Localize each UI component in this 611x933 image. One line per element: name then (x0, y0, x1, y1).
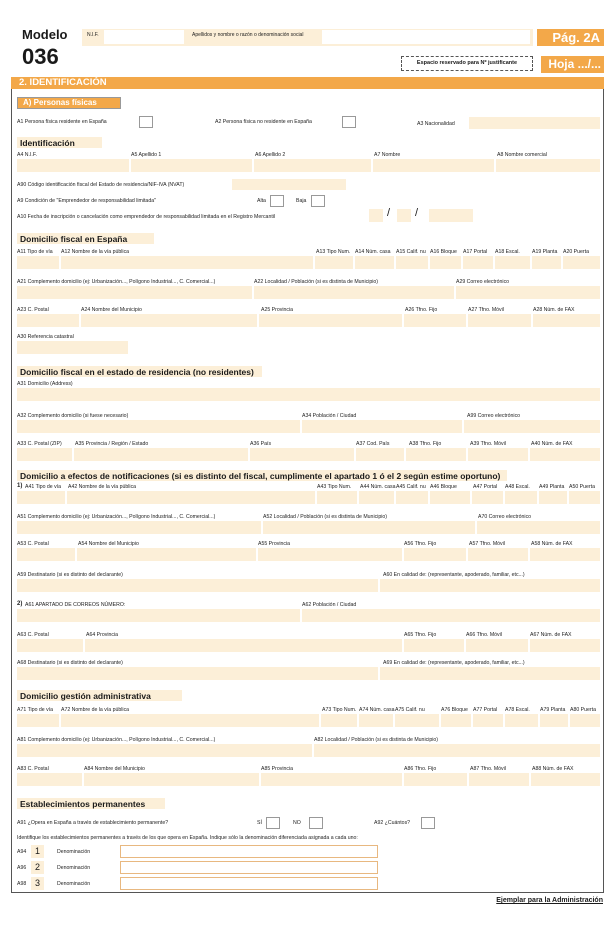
a69-field[interactable] (380, 667, 600, 680)
a13-field[interactable] (315, 256, 353, 269)
date-slash: / (415, 207, 419, 219)
a76-label: A76 Bloque (441, 707, 468, 713)
a33-field[interactable] (17, 448, 72, 461)
a21-label: A21 Complemento domicilio (ej: Urbanización..., Polígono Industrial..., C. Comercial...) (17, 279, 216, 285)
a50-label: A50 Puerta (569, 484, 595, 490)
personas-fisicas-title: A) Personas físicas (17, 97, 121, 109)
a82-field[interactable] (314, 744, 600, 757)
a14-field[interactable] (355, 256, 394, 269)
a28-label: A28 Núm. de FAX (533, 307, 575, 313)
a22-field[interactable] (254, 286, 454, 299)
a54-label: A54 Nombre del Municipio (78, 541, 139, 547)
a32-label: A32 Complemento domicilio (si fuese necesario) (17, 413, 129, 419)
baja-label: Baja (296, 198, 307, 204)
a75-field[interactable] (395, 714, 439, 727)
a90-field[interactable] (232, 179, 346, 190)
a4-field[interactable] (17, 159, 129, 172)
a31-field[interactable] (17, 388, 600, 401)
a87-label: A87 Tfno. Móvil (470, 766, 506, 772)
ep-row (17, 861, 377, 875)
a37-field[interactable] (356, 448, 404, 461)
a43-label: A43 Tipo Num. (317, 484, 352, 490)
ep-row-number: 2 (31, 861, 44, 874)
a31-label: A31 Domicilio (Address) (17, 381, 73, 387)
a86-label: A86 Tfno. Fijo (404, 766, 437, 772)
ep-row-number: 1 (31, 845, 44, 858)
a74-label: A74 Núm. casa (359, 707, 395, 713)
a7-field[interactable] (373, 159, 494, 172)
a36-field[interactable] (250, 448, 354, 461)
a6-label: A6 Apellido 2 (255, 152, 286, 158)
baja-checkbox[interactable] (311, 195, 325, 207)
apellidos-field[interactable] (322, 30, 530, 44)
a5-field[interactable] (131, 159, 252, 172)
a58-label: A58 Núm. de FAX (531, 541, 573, 547)
a28-field[interactable] (533, 314, 600, 327)
a36-label: A36 País (250, 441, 272, 447)
a27-label: A27 Tfno. Móvil (468, 307, 504, 313)
nif-label: N.I.F. (87, 32, 99, 38)
a29-field[interactable] (456, 286, 600, 299)
a64-label: A64 Provincia (86, 632, 119, 638)
a41-field[interactable] (17, 491, 65, 504)
a62-field[interactable] (302, 609, 600, 622)
ep-row-code: A96 (17, 865, 27, 871)
a35-label: A35 Provincia / Región / Estado (75, 441, 149, 447)
a79-label: A79 Planta (540, 707, 566, 713)
a41-label: A41 Tipo de vía (25, 484, 62, 490)
a22-label: A22 Localidad / Población (si es distinta de Municipio) (254, 279, 378, 285)
a73-field[interactable] (321, 714, 357, 727)
ep-row-field[interactable] (120, 877, 378, 890)
a55-field[interactable] (258, 548, 402, 561)
a20-label: A20 Puerta (563, 249, 589, 255)
a68-label: A68 Destinatario (si es distinto del declarante) (17, 660, 123, 666)
a84-label: A84 Nombre del Municipio (84, 766, 145, 772)
no-checkbox[interactable] (309, 817, 323, 829)
a80-field[interactable] (570, 714, 600, 727)
a5-label: A5 Apellido 1 (131, 152, 162, 158)
nif-field[interactable] (104, 30, 184, 44)
a77-label: A77 Portal (473, 707, 498, 713)
a90-label: A90 Código identificación fiscal del Estado de residencia/NIF-IVA (NVAT) (17, 182, 185, 188)
a74-field[interactable] (359, 714, 393, 727)
a49-label: A49 Planta (539, 484, 565, 490)
a24-field[interactable] (81, 314, 257, 327)
a79-field[interactable] (540, 714, 568, 727)
a11-field[interactable] (17, 256, 59, 269)
a25-field[interactable] (259, 314, 402, 327)
section-title: 2. IDENTIFICACIÓN (11, 77, 604, 89)
a91-label: A91 ¿Opera en España a través de establecimiento permanente? (17, 820, 169, 826)
a49-field[interactable] (539, 491, 567, 504)
a66-field[interactable] (466, 639, 528, 652)
a19-label: A19 Planta (532, 249, 558, 255)
ep-row (17, 845, 377, 859)
a50-field[interactable] (569, 491, 600, 504)
a42-field[interactable] (67, 491, 315, 504)
ep-row-label: Denominación (57, 865, 91, 871)
a77-field[interactable] (473, 714, 503, 727)
a9-label: A9 Condición de "Emprendedor de responsabilidad limitada" (17, 198, 156, 204)
ep-row-label: Denominación (57, 881, 91, 887)
df-title: Domicilio fiscal en España (20, 234, 128, 244)
dg-title: Domicilio gestión administrativa (20, 691, 151, 701)
a34-field[interactable] (302, 420, 462, 433)
a35-field[interactable] (74, 448, 248, 461)
a43-field[interactable] (317, 491, 357, 504)
no-label: NO (293, 820, 301, 826)
hoja-badge: Hoja .../... (541, 56, 604, 73)
a46-field[interactable] (430, 491, 470, 504)
a3-label: A3 Nacionalidad (417, 121, 455, 127)
a42-label: A42 Nombre de la vía pública (68, 484, 137, 490)
ep-row-code: A98 (17, 881, 27, 887)
a83-label: A83 C. Postal (17, 766, 49, 772)
page-badge: Pág. 2A (537, 29, 604, 46)
a10-day[interactable] (369, 209, 383, 222)
a66-label: A66 Tfno. Móvil (466, 632, 502, 638)
a17-label: A17 Portal (463, 249, 488, 255)
a38-label: A38 Tfno. Fijo (409, 441, 442, 447)
a1-checkbox[interactable] (139, 116, 153, 128)
modelo-label: Modelo (22, 27, 68, 42)
a20-field[interactable] (563, 256, 600, 269)
a61-field[interactable] (17, 609, 300, 622)
ident-title: Identificación (20, 138, 75, 148)
a67-field[interactable] (530, 639, 600, 652)
a27-field[interactable] (468, 314, 531, 327)
a47-field[interactable] (472, 491, 503, 504)
ep-instructions: Identifique los establecimientos permanentes a través de los que opera en España. Indique sólo la denominación diferenciada asignada a cada uno: (17, 835, 358, 841)
ep-title: Establecimientos permanentes (20, 799, 146, 809)
a53-field[interactable] (17, 548, 75, 561)
a99-field[interactable] (464, 420, 600, 433)
a54-field[interactable] (77, 548, 256, 561)
a44-field[interactable] (359, 491, 394, 504)
a24-label: A24 Nombre del Municipio (81, 307, 142, 313)
a3-field[interactable] (469, 117, 600, 129)
a10-year[interactable] (429, 209, 473, 222)
a55-label: A55 Provincia (258, 541, 291, 547)
a26-label: A26 Tfno. Fijo (405, 307, 438, 313)
a70-field[interactable] (477, 521, 600, 534)
apellidos-label: Apellidos y nombre o razón o denominación social (192, 32, 304, 38)
a6-field[interactable] (254, 159, 371, 172)
a73-label: A73 Tipo Num. (322, 707, 357, 713)
ep-row-field[interactable] (120, 861, 378, 874)
si-checkbox[interactable] (266, 817, 280, 829)
a14-label: A14 Núm. casa (355, 249, 391, 255)
a40-label: A40 Núm. de FAX (531, 441, 573, 447)
a21-field[interactable] (17, 286, 252, 299)
a39-label: A39 Tfno. Móvil (470, 441, 506, 447)
a92-field[interactable] (421, 817, 435, 829)
a23-field[interactable] (17, 314, 79, 327)
a72-field[interactable] (61, 714, 319, 727)
a10-label: A10 Fecha de inscripción o cancelación como emprendedor de responsabilidad limitada en el Registro Mercantil (17, 214, 276, 220)
a56-label: A56 Tfno. Fijo (404, 541, 437, 547)
a23-label: A23 C. Postal (17, 307, 49, 313)
a71-label: A71 Tipo de vía (17, 707, 54, 713)
a68-field[interactable] (17, 667, 378, 680)
alta-label: Alta (257, 198, 266, 204)
header-box (82, 29, 533, 46)
a8-label: A8 Nombre comercial (497, 152, 547, 158)
a30-label: A30 Referencia catastral (17, 334, 74, 340)
a1-label: A1 Persona física residente en España (17, 119, 107, 125)
a62-label: A62 Población / Ciudad (302, 602, 357, 608)
a59-field[interactable] (17, 579, 378, 592)
a2-checkbox[interactable] (342, 116, 356, 128)
a57-field[interactable] (468, 548, 528, 561)
ep-row (17, 877, 377, 891)
ep-row-code: A94 (17, 849, 27, 855)
a88-field[interactable] (531, 773, 600, 786)
a58-field[interactable] (530, 548, 600, 561)
a30-field[interactable] (17, 341, 128, 354)
a15-field[interactable] (396, 256, 428, 269)
a34-label: A34 Población / Ciudad (302, 413, 357, 419)
a13-label: A13 Tipo Num. (316, 249, 351, 255)
a16-field[interactable] (430, 256, 461, 269)
a40-field[interactable] (530, 448, 600, 461)
a11-label: A11 Tipo de vía (17, 249, 53, 255)
a76-field[interactable] (441, 714, 471, 727)
a18-label: A18 Escal. (495, 249, 520, 255)
a70-label: A70 Correo electrónico (478, 514, 532, 520)
a57-label: A57 Tfno. Móvil (469, 541, 505, 547)
a33-label: A33 C. Postal (ZIP) (17, 441, 62, 447)
a99-label: A99 Correo electrónico (467, 413, 521, 419)
a51-field[interactable] (17, 521, 261, 534)
a80-label: A80 Puerta (570, 707, 596, 713)
a72-label: A72 Nombre de la vía pública (61, 707, 130, 713)
option-1-label: 1) (17, 483, 23, 489)
a4-label: A4 N.I.F. (17, 152, 37, 158)
a51-label: A51 Complemento domicilio (ej: Urbanización..., Polígono Industrial..., C. Comercial...) (17, 514, 216, 520)
a37-label: A37 Cod. País (356, 441, 390, 447)
a87-field[interactable] (469, 773, 529, 786)
a18-field[interactable] (495, 256, 530, 269)
a84-field[interactable] (84, 773, 259, 786)
a47-label: A47 Portal (473, 484, 498, 490)
a52-label: A52 Localidad / Población (si es distinta de Municipio) (263, 514, 387, 520)
a10-month[interactable] (397, 209, 411, 222)
a81-field[interactable] (17, 744, 312, 757)
a75-label: A75 Calif. nu (395, 707, 425, 713)
a81-label: A81 Complemento domicilio (ej: Urbanización..., Polígono Industrial..., C. Comercial...) (17, 737, 216, 743)
a12-field[interactable] (61, 256, 313, 269)
a8-field[interactable] (496, 159, 600, 172)
modelo-number: 036 (22, 44, 59, 69)
ep-row-number: 3 (31, 877, 44, 890)
si-label: SÍ (257, 820, 262, 826)
a88-label: A88 Núm. de FAX (532, 766, 574, 772)
a85-label: A85 Provincia (261, 766, 294, 772)
a26-field[interactable] (404, 314, 466, 327)
date-slash: / (387, 207, 391, 219)
a25-label: A25 Provincia (261, 307, 294, 313)
a29-label: A29 Correo electrónico (456, 279, 510, 285)
a2-label: A2 Persona física no residente en España (215, 119, 312, 125)
ep-row-field[interactable] (120, 845, 378, 858)
justificante-box: Espacio reservado para Nº justificante (401, 56, 533, 71)
a82-label: A82 Localidad / Población (si es distinta de Municipio) (314, 737, 438, 743)
a32-field[interactable] (17, 420, 300, 433)
a16-label: A16 Bloque (430, 249, 457, 255)
a67-label: A67 Núm. de FAX (530, 632, 572, 638)
a15-label: A15 Calif. nu (396, 249, 426, 255)
a92-label: A92 ¿Cuántos? (374, 820, 411, 826)
a69-label: A69 En calidad de: (representante, apoderado, familiar, etc...) (383, 660, 525, 666)
dn-title: Domicilio a efectos de notificaciones (si es distinto del fiscal, cumplimente el apartado 1 ó el 2 según estime oportuno) (20, 471, 501, 481)
a12-label: A12 Nombre de la vía pública (61, 249, 130, 255)
a7-label: A7 Nombre (374, 152, 401, 158)
a78-label: A78 Escal. (505, 707, 530, 713)
a45-label: A45 Calif. nu (396, 484, 426, 490)
a61-label: A61 APARTADO DE CORREOS NÚMERO: (25, 602, 126, 608)
a65-field[interactable] (404, 639, 464, 652)
a85-field[interactable] (261, 773, 402, 786)
a52-field[interactable] (263, 521, 475, 534)
a60-field[interactable] (380, 579, 600, 592)
a71-field[interactable] (17, 714, 59, 727)
a48-field[interactable] (505, 491, 537, 504)
dr-title: Domicilio fiscal en el estado de residencia (no residentes) (20, 367, 254, 377)
a63-field[interactable] (17, 639, 83, 652)
a48-label: A48 Escal. (505, 484, 530, 490)
a59-label: A59 Destinatario (si es distinto del declarante) (17, 572, 123, 578)
a83-field[interactable] (17, 773, 82, 786)
a86-field[interactable] (404, 773, 467, 786)
a63-label: A63 C. Postal (17, 632, 49, 638)
a78-field[interactable] (505, 714, 538, 727)
a56-field[interactable] (404, 548, 466, 561)
a46-label: A46 Bloque (430, 484, 457, 490)
option-2-label: 2) (17, 601, 23, 607)
a64-field[interactable] (85, 639, 402, 652)
ep-row-label: Denominación (57, 849, 91, 855)
a65-label: A65 Tfno. Fijo (404, 632, 437, 638)
a39-field[interactable] (468, 448, 528, 461)
a44-label: A44 Núm. casa (360, 484, 396, 490)
a53-label: A53 C. Postal (17, 541, 49, 547)
alta-checkbox[interactable] (270, 195, 284, 207)
ejemplar-label: Ejemplar para la Administración (496, 897, 603, 904)
a38-field[interactable] (406, 448, 466, 461)
a45-field[interactable] (396, 491, 428, 504)
a60-label: A60 En calidad de: (representante, apoderado, familiar, etc...) (383, 572, 525, 578)
a17-field[interactable] (463, 256, 493, 269)
a19-field[interactable] (532, 256, 561, 269)
